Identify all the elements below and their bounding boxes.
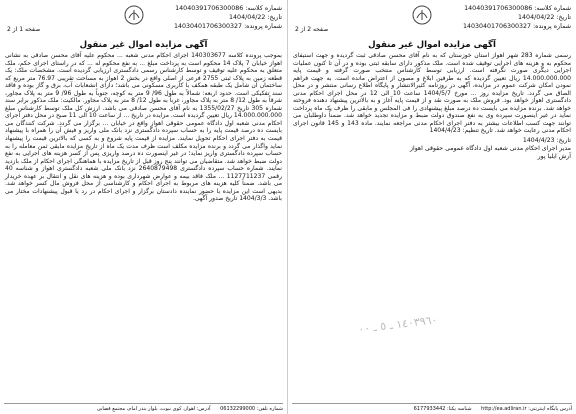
page-header <box>5 2 282 40</box>
notice-body: بموجب پرونده کلاسه 140303677 اجرای احکام مدنی شعبه ... محکوم علیه آقای محسن صادقی به نشانی اهواز خیابان 7 پلاک 14 محکوم است به پرداخت مبلغ ... به نفع محکوم له ... که در راستای اجرای حکم، ملک متعلق به محکوم علیه توقیف و توسط کارشناس رسمی دادگستری ارزیابی گردیده است. مشخصات ملک: یک قطعه زمین به پلاک ثبتی 2755 فرعی از اصلی واقع در بخش 2 اهواز به مساحت تقریبی 76.97 متر مربع که ساختمان آن شامل یک طبقه همکف با کاربری مسکونی می باشد؛ دارای انشعابات آب، برق و گاز بوده و فاقد سند تفکیکی است. حدود اربعه: شمالاً به طول 96/ 9 متر به کوچه، جنوباً به طول 96/ 9 متر به پلاک مجاور، شرقاً به طول 12/ 8 متر به پلاک مجاور، غرباً به طول 12/ 8 متر به پلاک مجاور. مالکیت: ملک مذکور برابر سند شماره 305 تاریخ 1355/02/27 به نام آقای محسن صادقی می باشد. ارزش کل ملک توسط کارشناس مبلغ 14.000.000.000 ریال تعیین گردیده است. مزایده در تاریخ ... از ساعت 10 الی 11 صبح در محل دفتر اجرای احکام مدنی شعبه اول دادگاه عمومی حقوقی اهواز واقع در خیابان ... برگزار می گردد. شرکت کنندگان می بایست ده درصد قیمت پایه را به حساب سپرده دادگستری نزد بانک ملی واریز و فیش آن را همراه با پیشنهاد قیمت به دفتر اجرای احکام تحویل نمایند. مزایده از قیمت پایه شروع و به کسی که بالاترین قیمت را پیشنهاد نماید واگذار می گردد و برنده مزایده مکلف است ظرف مدت یک ماه از تاریخ مزایده مابقی ثمن معامله را به حساب سپرده دادگستری واریز نماید؛ در غیر اینصورت ده درصد واریزی پس از کسر هزینه های اجرایی به نفع دولت ضبط خواهد شد. متقاضیان می توانند پنج روز قبل از تاریخ مزایده با هماهنگی اجرای احکام از ملک بازدید نمایند. شماره حساب سپرده دادگستری 2640879498 نزد بانک ملی شعبه دادگستری اهواز و شناسه 40 رقمی 1127711237 ... ملک فاقد بیمه و عوارض شهرداری بوده و هزینه های نقل و انتقال بر عهده خریدار می باشد. ضمناً کلیه هزینه های مربوط به اجرای احکام و کارشناسی از محل فروش مال کسر خواهد شد. بدیهی است این مزایده با حضور نماینده دادستان برگزار و اجرای احکام در رد یا قبول پیشنهادات مختار می باشد. 1404/3/3 تاریخ صدور آگهی. <box>5 52 283 203</box>
signature-date: تاریخ: 1404/4/23 <box>522 137 571 145</box>
judiciary-emblem-icon <box>123 4 145 26</box>
notice-title: آگهی مزایده اموال غیر منقول <box>368 40 496 50</box>
case-number: شماره کلاسه: 14040391706300086 <box>175 5 282 12</box>
footer-id: شناسه یکتا: 6177933442 <box>413 406 472 412</box>
signature-title: مدیر اجرای احکام مدنی شعبه اول دادگاه عمومی حقوقی اهواز <box>410 145 571 153</box>
page-header <box>293 2 571 40</box>
page-footer <box>4 403 283 412</box>
page-number: صفحه 1 از 2 <box>7 26 41 33</box>
notice-title: آگهی مزایده اموال غیر منقول <box>79 40 208 50</box>
page-number: صفحه 2 از 2 <box>295 26 329 33</box>
handwritten-stamp: ١٤٠٣٩٦٠ ـ ٥ ـ ٠٠ <box>357 313 439 336</box>
file-number: شماره پرونده: 14030401706300327 <box>173 23 282 30</box>
case-number: شماره کلاسه: 14040391706300086 <box>464 5 571 12</box>
footer-address: آدرس: اهواز، کوی نبوت، بلوار بندر امام، مجتمع قضایی <box>96 406 211 412</box>
notice-body: رسمی شماره 283 شهر اهواز استان خوزستان که به نام آقای محسن صادقی ثبت گردیده و جهت استیفای محکوم به و هزینه های اجرایی توقیف شده است. ملک مذکور دارای سابقه ثبتی بوده و در آن تا کنون عملیات اجرایی دیگری صورت نگرفته است. ارزیابی توسط کارشناس منتخب صورت گرفته و قیمت پایه 14.000.000.000 ریال تعیین گردیده که به طرفین ابلاغ و مصون از اعتراض مانده است. به جهت فراهم نمودن امکان شرکت عموم در مزایده، آگهی در روزنامه کثیرالانتشار و پایگاه اطلاع رسانی منتشر و در محل الصاق می گردد. تاریخ مزایده روز ... مورخ 1404/5/7 ساعت 10 الی 12 در محل اجرای احکام مدنی دادگستری اهواز خواهد بود. فروش ملک به صورت نقد و از قیمت پایه آغاز و به بالاترین پیشنهاد دهنده فروخته خواهد شد. برنده مزایده می بایست ده درصد مبلغ پیشنهادی را فی المجلس و مابقی را ظرف یک ماه پرداخت نماید در غیر اینصورت سپرده وی به نفع صندوق دولت ضبط و مزایده تجدید خواهد شد. ضمناً داوطلبان می توانند جهت کسب اطلاعات بیشتر به دفتر اجرای احکام مدنی مراجعه نمایند. ماده 143 و 145 قانون اجرای احکام مدنی رعایت خواهد شد. تاریخ تنظیم: 1404/4/23 <box>293 52 571 135</box>
case-date: تاریخ: 1404/04/22 <box>518 14 571 21</box>
notice-page-2 <box>288 0 576 414</box>
case-date: تاریخ: 1404/04/22 <box>229 14 282 21</box>
signature-name: آرش ایلیا پور <box>537 153 571 161</box>
case-meta <box>463 4 571 31</box>
page-footer <box>292 403 572 412</box>
case-meta <box>174 4 282 31</box>
judiciary-emblem-icon <box>411 4 433 26</box>
footer-website: آدرس پایگاه اینترنتی: http://ea.adliran.ir <box>481 406 572 412</box>
file-number: شماره پرونده: 14030401706300327 <box>462 23 571 30</box>
footer-phone: شماره تلفن: 06132299000 <box>220 406 283 412</box>
signature-block <box>293 137 571 161</box>
